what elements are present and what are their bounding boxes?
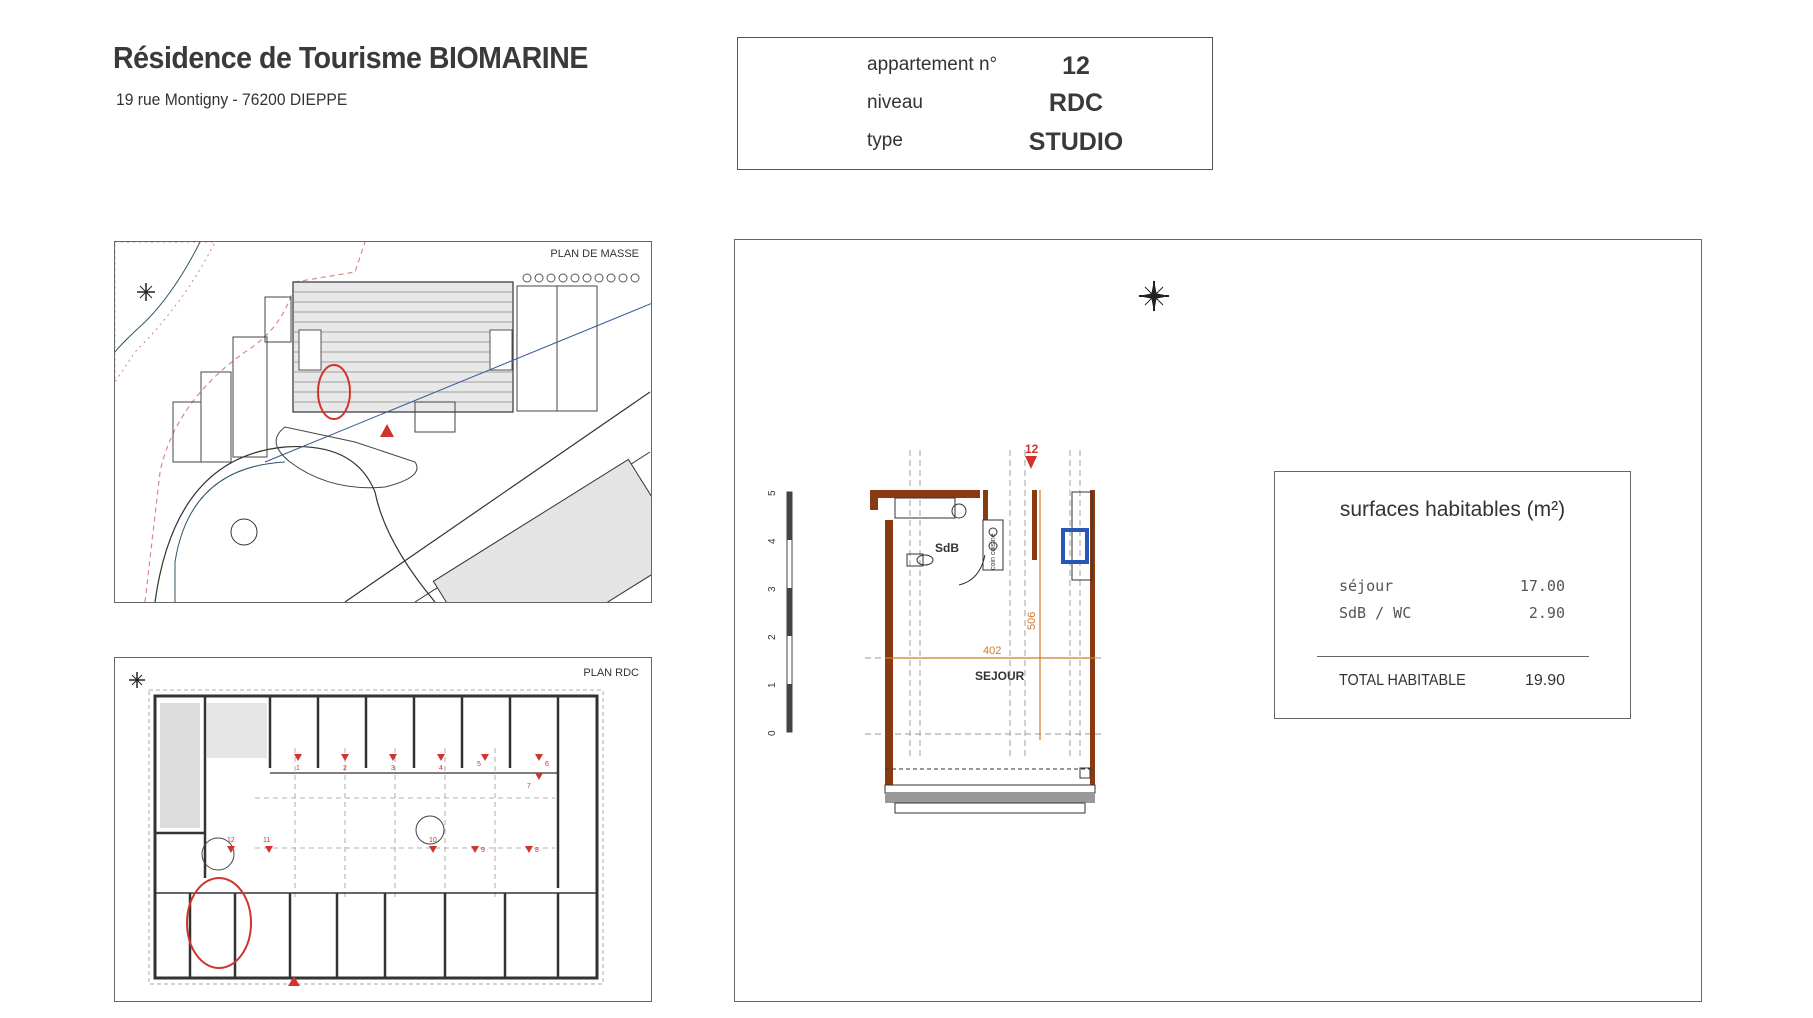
width-dimension: 402 [983, 645, 1002, 657]
room-label-sejour: SEJOUR [975, 669, 1025, 683]
site-plan-label: PLAN DE MASSE [550, 248, 639, 260]
surfaces-table [1274, 471, 1631, 719]
unit-number: 10 [429, 837, 437, 844]
ground-floor-plan [114, 657, 652, 1002]
apartment-number-label: appartement n° [867, 54, 998, 75]
unit-number: 2 [343, 765, 347, 772]
type-label: type [867, 130, 903, 151]
level-label: niveau [867, 92, 923, 113]
scale-tick: 0 [767, 730, 778, 736]
scale-tick: 4 [767, 538, 778, 544]
apartment-number-value: 12 [1062, 52, 1090, 80]
apartment-plan [734, 239, 1702, 1002]
unit-number: 11 [263, 837, 271, 844]
room-label-sdb: SdB [935, 541, 959, 555]
scale-tick: 3 [767, 586, 778, 592]
unit-number: 4 [439, 765, 443, 772]
scale-tick: 2 [767, 634, 778, 640]
type-value: STUDIO [1028, 128, 1124, 156]
unit-number: 12 [1025, 442, 1039, 456]
site-plan-drawing [115, 242, 651, 602]
unit-number: 6 [545, 761, 549, 768]
depth-dimension: 506 [1026, 611, 1038, 630]
scale-tick: 5 [767, 490, 778, 496]
ground-floor-drawing [115, 658, 651, 1001]
compass-icon [137, 283, 155, 301]
total-value: 19.90 [1524, 672, 1565, 689]
surface-label: SdB / WC [1339, 604, 1412, 622]
unit-number: 3 [391, 765, 395, 772]
compass-icon [129, 672, 145, 688]
compass-icon [1138, 280, 1170, 312]
unit-number: 7 [527, 783, 531, 790]
unit-number: 9 [481, 847, 485, 854]
scale-tick: 1 [767, 682, 778, 688]
total-label: TOTAL HABITABLE [1339, 672, 1466, 689]
site-plan [114, 241, 652, 603]
surface-label: séjour [1339, 577, 1394, 595]
ground-floor-plan-label: PLAN RDC [583, 667, 639, 679]
scale-bar [767, 490, 792, 736]
surface-value: 17.00 [1519, 577, 1565, 595]
surface-value: 2.90 [1528, 604, 1565, 622]
level-value: RDC [1048, 89, 1104, 117]
page-title: Résidence de Tourisme BIOMARINE [113, 40, 588, 75]
location-marker [187, 878, 251, 968]
unit-number: 12 [227, 837, 235, 844]
address: 19 rue Montigny - 76200 DIEPPE [116, 90, 348, 109]
apartment-info-box [737, 37, 1213, 170]
unit-number: 5 [477, 761, 481, 768]
surfaces-title: surfaces habitables (m²) [1339, 498, 1566, 521]
unit-number: 1 [296, 765, 300, 772]
kitchen-label: coin cuisine [990, 533, 997, 570]
divider [1317, 656, 1589, 657]
unit-number: 8 [535, 847, 539, 854]
